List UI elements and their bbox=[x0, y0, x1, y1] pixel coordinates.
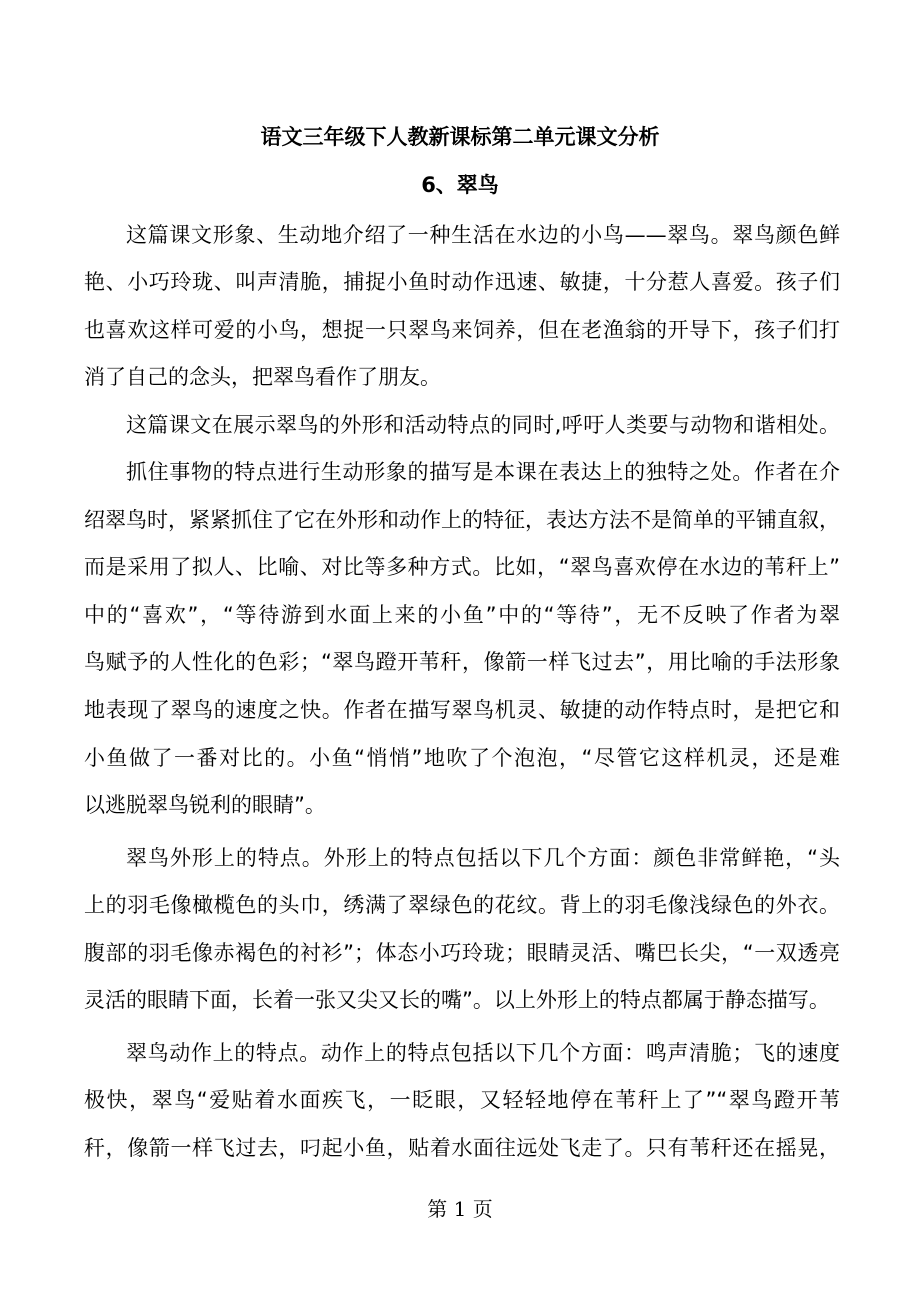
document-title: 语文三年级下人教新课标第二单元课文分析 bbox=[260, 125, 660, 149]
lesson-title: 6、翠鸟 bbox=[421, 173, 499, 197]
paragraph-line: 鸟赋予的人性化的色彩；“翠鸟蹬开苇秆，像箭一样飞过去”，用比喻的手法形象 bbox=[84, 650, 840, 674]
paragraph-line: 小鱼做了一番对比的。小鱼“悄悄”地吹了个泡泡，“尽管它这样机灵，还是难 bbox=[84, 746, 840, 770]
paragraph-line: 消了自己的念头，把翠鸟看作了朋友。 bbox=[84, 365, 441, 389]
paragraph-line: 上的羽毛像橄榄色的头巾，绣满了翠绿色的花纹。背上的羽毛像浅绿色的外衣。 bbox=[84, 893, 840, 917]
paragraph-line: 翠鸟外形上的特点。外形上的特点包括以下几个方面：颜色非常鲜艳，“头 bbox=[126, 846, 840, 870]
paragraph-line: 腹部的羽毛像赤褐色的衬衫”；体态小巧玲珑；眼睛灵活、嘴巴长尖，“一双透亮 bbox=[84, 941, 840, 965]
paragraph-line: 极快，翠鸟“爱贴着水面疾飞，一眨眼，又轻轻地停在苇秆上了”“翠鸟蹬开苇 bbox=[84, 1088, 840, 1112]
paragraph-line: 中的“喜欢”，“等待游到水面上来的小鱼”中的“等待”，无不反映了作者为翠 bbox=[84, 603, 840, 627]
paragraph-line: 灵活的眼睛下面，长着一张又尖又长的嘴”。以上外形上的特点都属于静态描写。 bbox=[84, 988, 830, 1012]
paragraph-line: 秆，像箭一样飞过去，叼起小鱼，贴着水面往远处飞走了。只有苇秆还在摇晃， bbox=[84, 1136, 840, 1160]
paragraph-line: 绍翠鸟时，紧紧抓住了它在外形和动作上的特征，表达方法不是简单的平铺直叙， bbox=[84, 508, 840, 532]
paragraph-line: 地表现了翠鸟的速度之快。作者在描写翠鸟机灵、敏捷的动作特点时，是把它和 bbox=[84, 698, 840, 722]
paragraph-line: 这篇课文形象、生动地介绍了一种生活在水边的小鸟——翠鸟。翠鸟颜色鲜 bbox=[126, 223, 840, 247]
page-number: 第 1 页 bbox=[427, 1197, 493, 1221]
paragraph-line: 艳、小巧玲珑、叫声清脆，捕捉小鱼时动作迅速、敏捷，十分惹人喜爱。孩子们 bbox=[84, 270, 840, 294]
paragraph-line: 而是采用了拟人、比喻、对比等多种方式。比如，“翠鸟喜欢停在水边的苇秆上” bbox=[84, 555, 840, 579]
paragraph-line: 也喜欢这样可爱的小鸟，想捉一只翠鸟来饲养，但在老渔翁的开导下，孩子们打 bbox=[84, 318, 840, 342]
paragraph-line: 抓住事物的特点进行生动形象的描写是本课在表达上的独特之处。作者在介 bbox=[126, 460, 840, 484]
paragraph-line: 这篇课文在展示翠鸟的外形和活动特点的同时,呼吁人类要与动物和谐相处。 bbox=[126, 413, 840, 437]
paragraph-line: 以逃脱翠鸟锐利的眼睛”。 bbox=[84, 793, 326, 817]
paragraph-line: 翠鸟动作上的特点。动作上的特点包括以下几个方面：鸣声清脆；飞的速度 bbox=[126, 1041, 840, 1065]
